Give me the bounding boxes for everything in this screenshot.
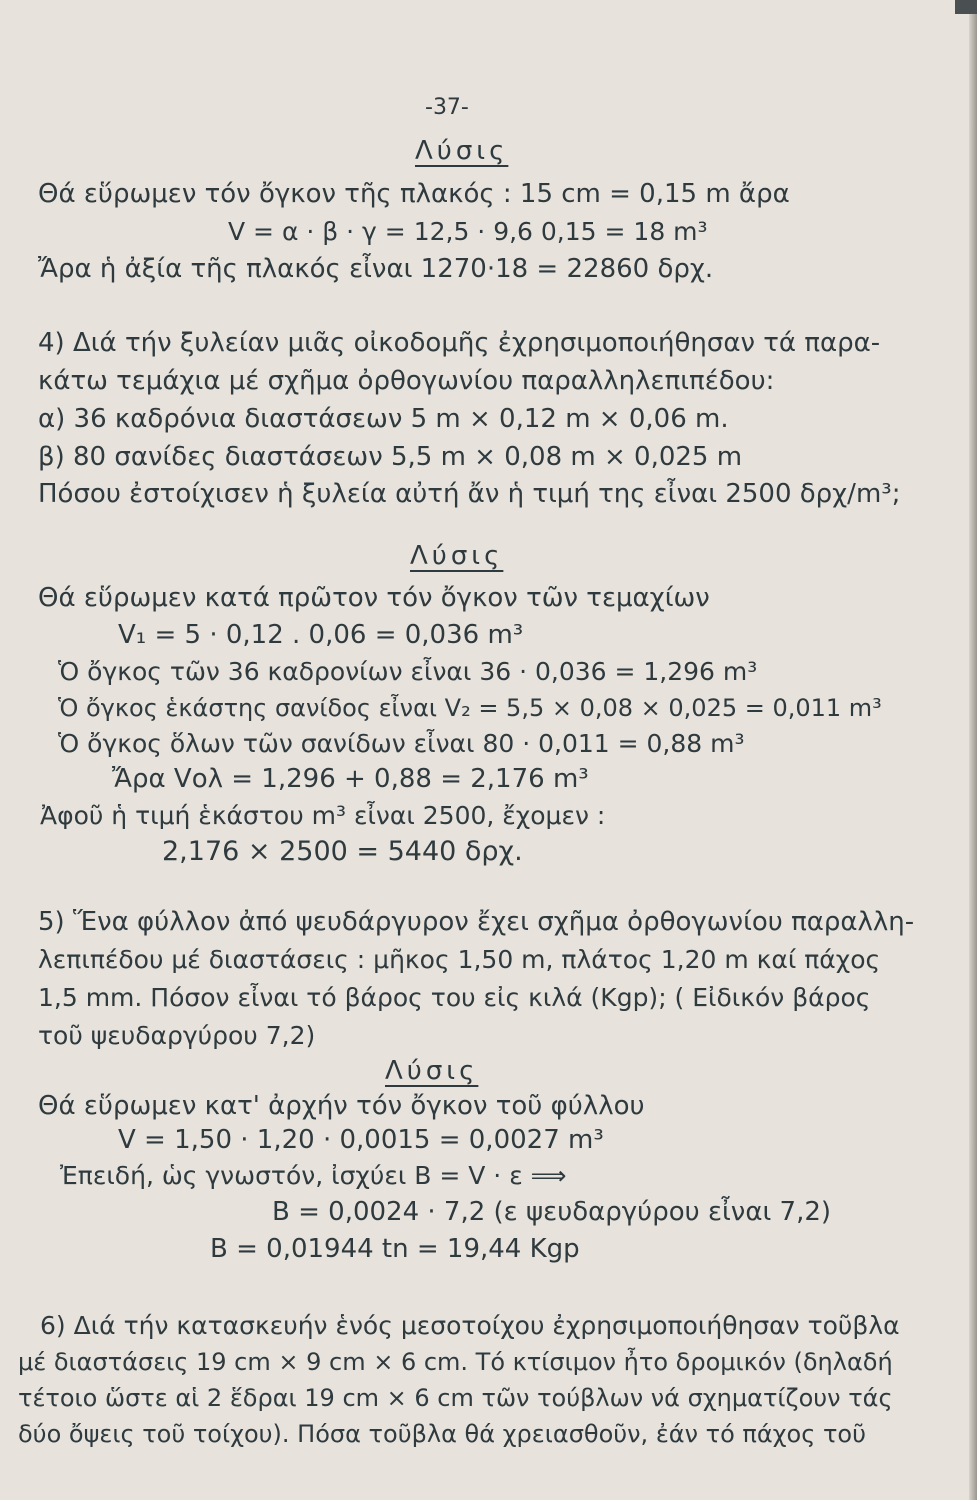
text-line: 6) Διά τήν κατασκευήν ἑνός μεσοτοίχου ἐχρησιμοποιήθησαν τοῦβλα — [40, 1311, 900, 1340]
text-line: Ἄρα Vολ = 1,296 + 0,88 = 2,176 m³ — [112, 764, 589, 794]
text-line: κάτω τεμάχια μέ σχῆμα ὀρθογωνίου παραλληλεπιπέδου: — [38, 366, 775, 396]
text-line: Ὁ ὄγκος τῶν 36 καδρονίων εἶναι 36 · 0,036 = 1,296 m³ — [58, 657, 758, 686]
solution-heading: Λύσις — [385, 1056, 479, 1086]
text-line: τοῦ ψευδαργύρου 7,2) — [38, 1021, 316, 1050]
text-line: δύο ὄψεις τοῦ τοίχου). Πόσα τοῦβλα θά χρειασθοῦν, ἐάν τό πάχος τοῦ — [18, 1420, 866, 1448]
text-line: B = 0,0024 · 7,2 (ε ψευδαργύρου εἶναι 7,2) — [272, 1197, 832, 1227]
corner-mark — [955, 0, 977, 14]
solution-heading: Λύσις — [410, 541, 504, 571]
text-line: 1,5 mm. Πόσον εἶναι τό βάρος του εἰς κιλά (Kgp); ( Εἰδικόν βάρος — [38, 983, 871, 1012]
text-line: τέτοιο ὥστε αἱ 2 ἕδραι 19 cm × 6 cm τῶν τούβλων νά σχηματίζουν τάς — [18, 1384, 893, 1412]
solution-heading: Λύσις — [415, 136, 509, 166]
text-line: 2,176 × 2500 = 5440 δρχ. — [162, 836, 523, 867]
text-line: B = 0,01944 tn = 19,44 Kgp — [210, 1234, 580, 1264]
text-line: 4) Διά τήν ξυλείαν μιᾶς οἰκοδομῆς ἐχρησιμοποιήθησαν τά παρα- — [38, 328, 881, 358]
text-line: μέ διαστάσεις 19 cm × 9 cm × 6 cm. Τό κτίσιμον ἦτο δρομικόν (δηλαδή — [18, 1348, 893, 1376]
text-line: Θά εὕρωμεν τόν ὄγκον τῆς πλακός : 15 cm = 0,15 m ἄρα — [38, 179, 790, 209]
page-number: -37- — [425, 95, 469, 120]
text-line: Ἄρα ἡ ἀξία τῆς πλακός εἶναι 1270·18 = 22860 δρχ. — [38, 254, 714, 284]
text-line: 5) Ἕνα φύλλον ἀπό ψευδάργυρον ἔχει σχῆμα ὀρθογωνίου παραλλη- — [38, 907, 915, 937]
page-edge-shadow — [969, 0, 977, 1500]
text-line: Ἐπειδή, ὡς γνωστόν, ἰσχύει B = V · ε ⟹ — [60, 1161, 567, 1190]
text-line: V = 1,50 · 1,20 · 0,0015 = 0,0027 m³ — [118, 1125, 604, 1155]
text-line: Θά εὕρωμεν κατά πρῶτον τόν ὄγκον τῶν τεμαχίων — [38, 583, 710, 613]
text-line: V = α · β · γ = 12,5 · 9,6 0,15 = 18 m³ — [228, 217, 708, 246]
text-line: β) 80 σανίδες διαστάσεων 5,5 m × 0,08 m × 0,025 m — [38, 442, 743, 472]
text-line: Πόσου ἐστοίχισεν ἡ ξυλεία αὐτή ἄν ἡ τιμή της εἶναι 2500 δρχ/m³; — [38, 479, 901, 509]
text-line: Ὁ ὄγκος ἑκάστης σανίδος εἶναι V₂ = 5,5 × 0,08 × 0,025 = 0,011 m³ — [58, 694, 882, 722]
text-line: λεπιπέδου μέ διαστάσεις : μῆκος 1,50 m, πλάτος 1,20 m καί πάχος — [38, 945, 881, 974]
text-line: Ὁ ὄγκος ὅλων τῶν σανίδων εἶναι 80 · 0,011 = 0,88 m³ — [58, 729, 745, 758]
text-line: α) 36 καδρόνια διαστάσεων 5 m × 0,12 m × 0,06 m. — [38, 404, 729, 434]
text-line: V₁ = 5 · 0,12 . 0,06 = 0,036 m³ — [118, 620, 524, 650]
text-line: Ἀφοῦ ἡ τιμή ἑκάστου m³ εἶναι 2500, ἔχομεν : — [40, 801, 606, 830]
text-line: Θά εὕρωμεν κατ' ἀρχήν τόν ὄγκον τοῦ φύλλου — [38, 1091, 645, 1121]
